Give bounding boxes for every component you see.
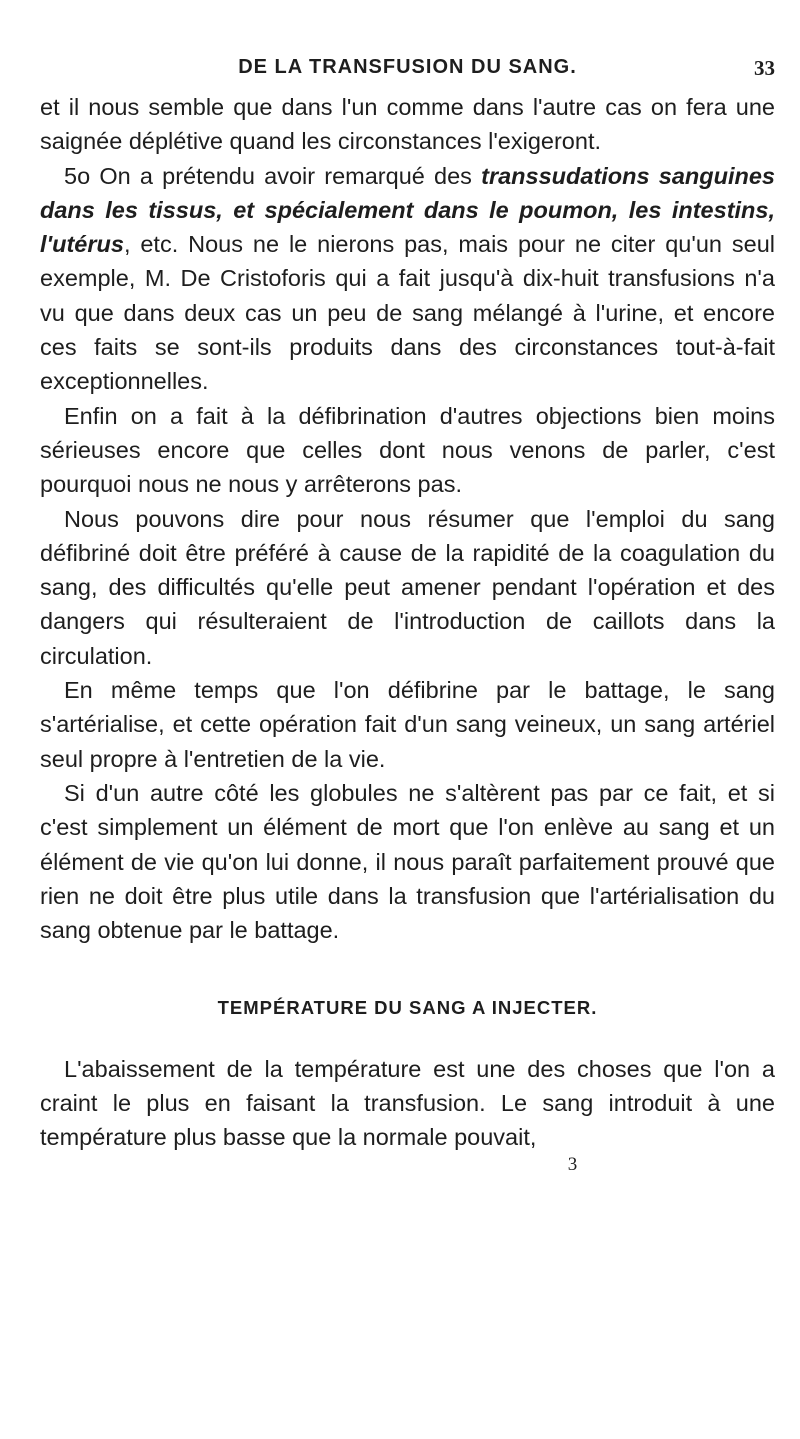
paragraph-conclusion: Si d'un autre côté les globules ne s'altèrent pas par ce fait, et si c'est simplement un élément de mort que l'on enlève au sang et un élément de vie qu'on lui donne, il nous paraît parfaitement prouvé que rien ne doit être plus utile dans la transfusion que l'artérialisation du sang obtenue par le battage. xyxy=(40,779,775,944)
signature-mark: 3 xyxy=(567,1153,578,1175)
running-title: DE LA TRANSFUSION DU SANG. xyxy=(238,56,577,78)
running-head xyxy=(40,56,775,86)
paragraph-point-5 xyxy=(40,159,775,399)
paragraph-other-objections: Enfin on a fait à la défibrination d'autres objections bien moins sérieuses encore que celles dont nous venons de parler, c'est pourquoi nous ne nous y arrêterons pas. xyxy=(40,402,775,498)
body-text xyxy=(40,90,775,1175)
page-number: 33 xyxy=(754,56,775,80)
paragraph-continuation: et il nous semble que dans l'un comme dans l'autre cas on fera une saignée déplétive quand les circonstances l'exigeront. xyxy=(40,94,775,155)
paragraph-point-5-suffix: , etc. Nous ne le nierons pas, mais pour ne citer qu'un seul exemple, M. De Cristoforis qui a fait jusqu'à dix-huit transfusions n'a vu que dans deux cas un peu de sang mélangé à l'urine, et encore ces faits se sont-ils produits dans des circonstances tout-à-fait exceptionnelles. xyxy=(40,231,775,395)
paragraph-summary: Nous pouvons dire pour nous résumer que l'emploi du sang défibriné doit être préféré à cause de la rapidité de la coagulation du sang, des difficultés qu'elle peut amener pendant l'opération et des dangers qui résulteraient de l'introduction de caillots dans la circulation. xyxy=(40,505,775,669)
paragraph-point-5-prefix: 5o On a prétendu avoir remarqué des xyxy=(64,162,482,189)
paragraph-arterialisation: En même temps que l'on défibrine par le battage, le sang s'artérialise, et cette opération fait d'un sang veineux, un sang artériel seul propre à l'entretien de la vie. xyxy=(40,677,775,772)
paragraph-point-5-emphasis: transsudations sanguines dans les tissus, et spécialement dans le poumon, les intestins, l'utérus xyxy=(40,162,775,258)
section-heading: TEMPÉRATURE DU SANG A INJECTER. xyxy=(217,997,598,1019)
book-page xyxy=(40,56,775,1175)
paragraph-temperature: L'abaissement de la température est une des choses que l'on a craint le plus en faisant la transfusion. Le sang introduit à une température plus basse que la normale pouvait, xyxy=(40,1055,775,1151)
